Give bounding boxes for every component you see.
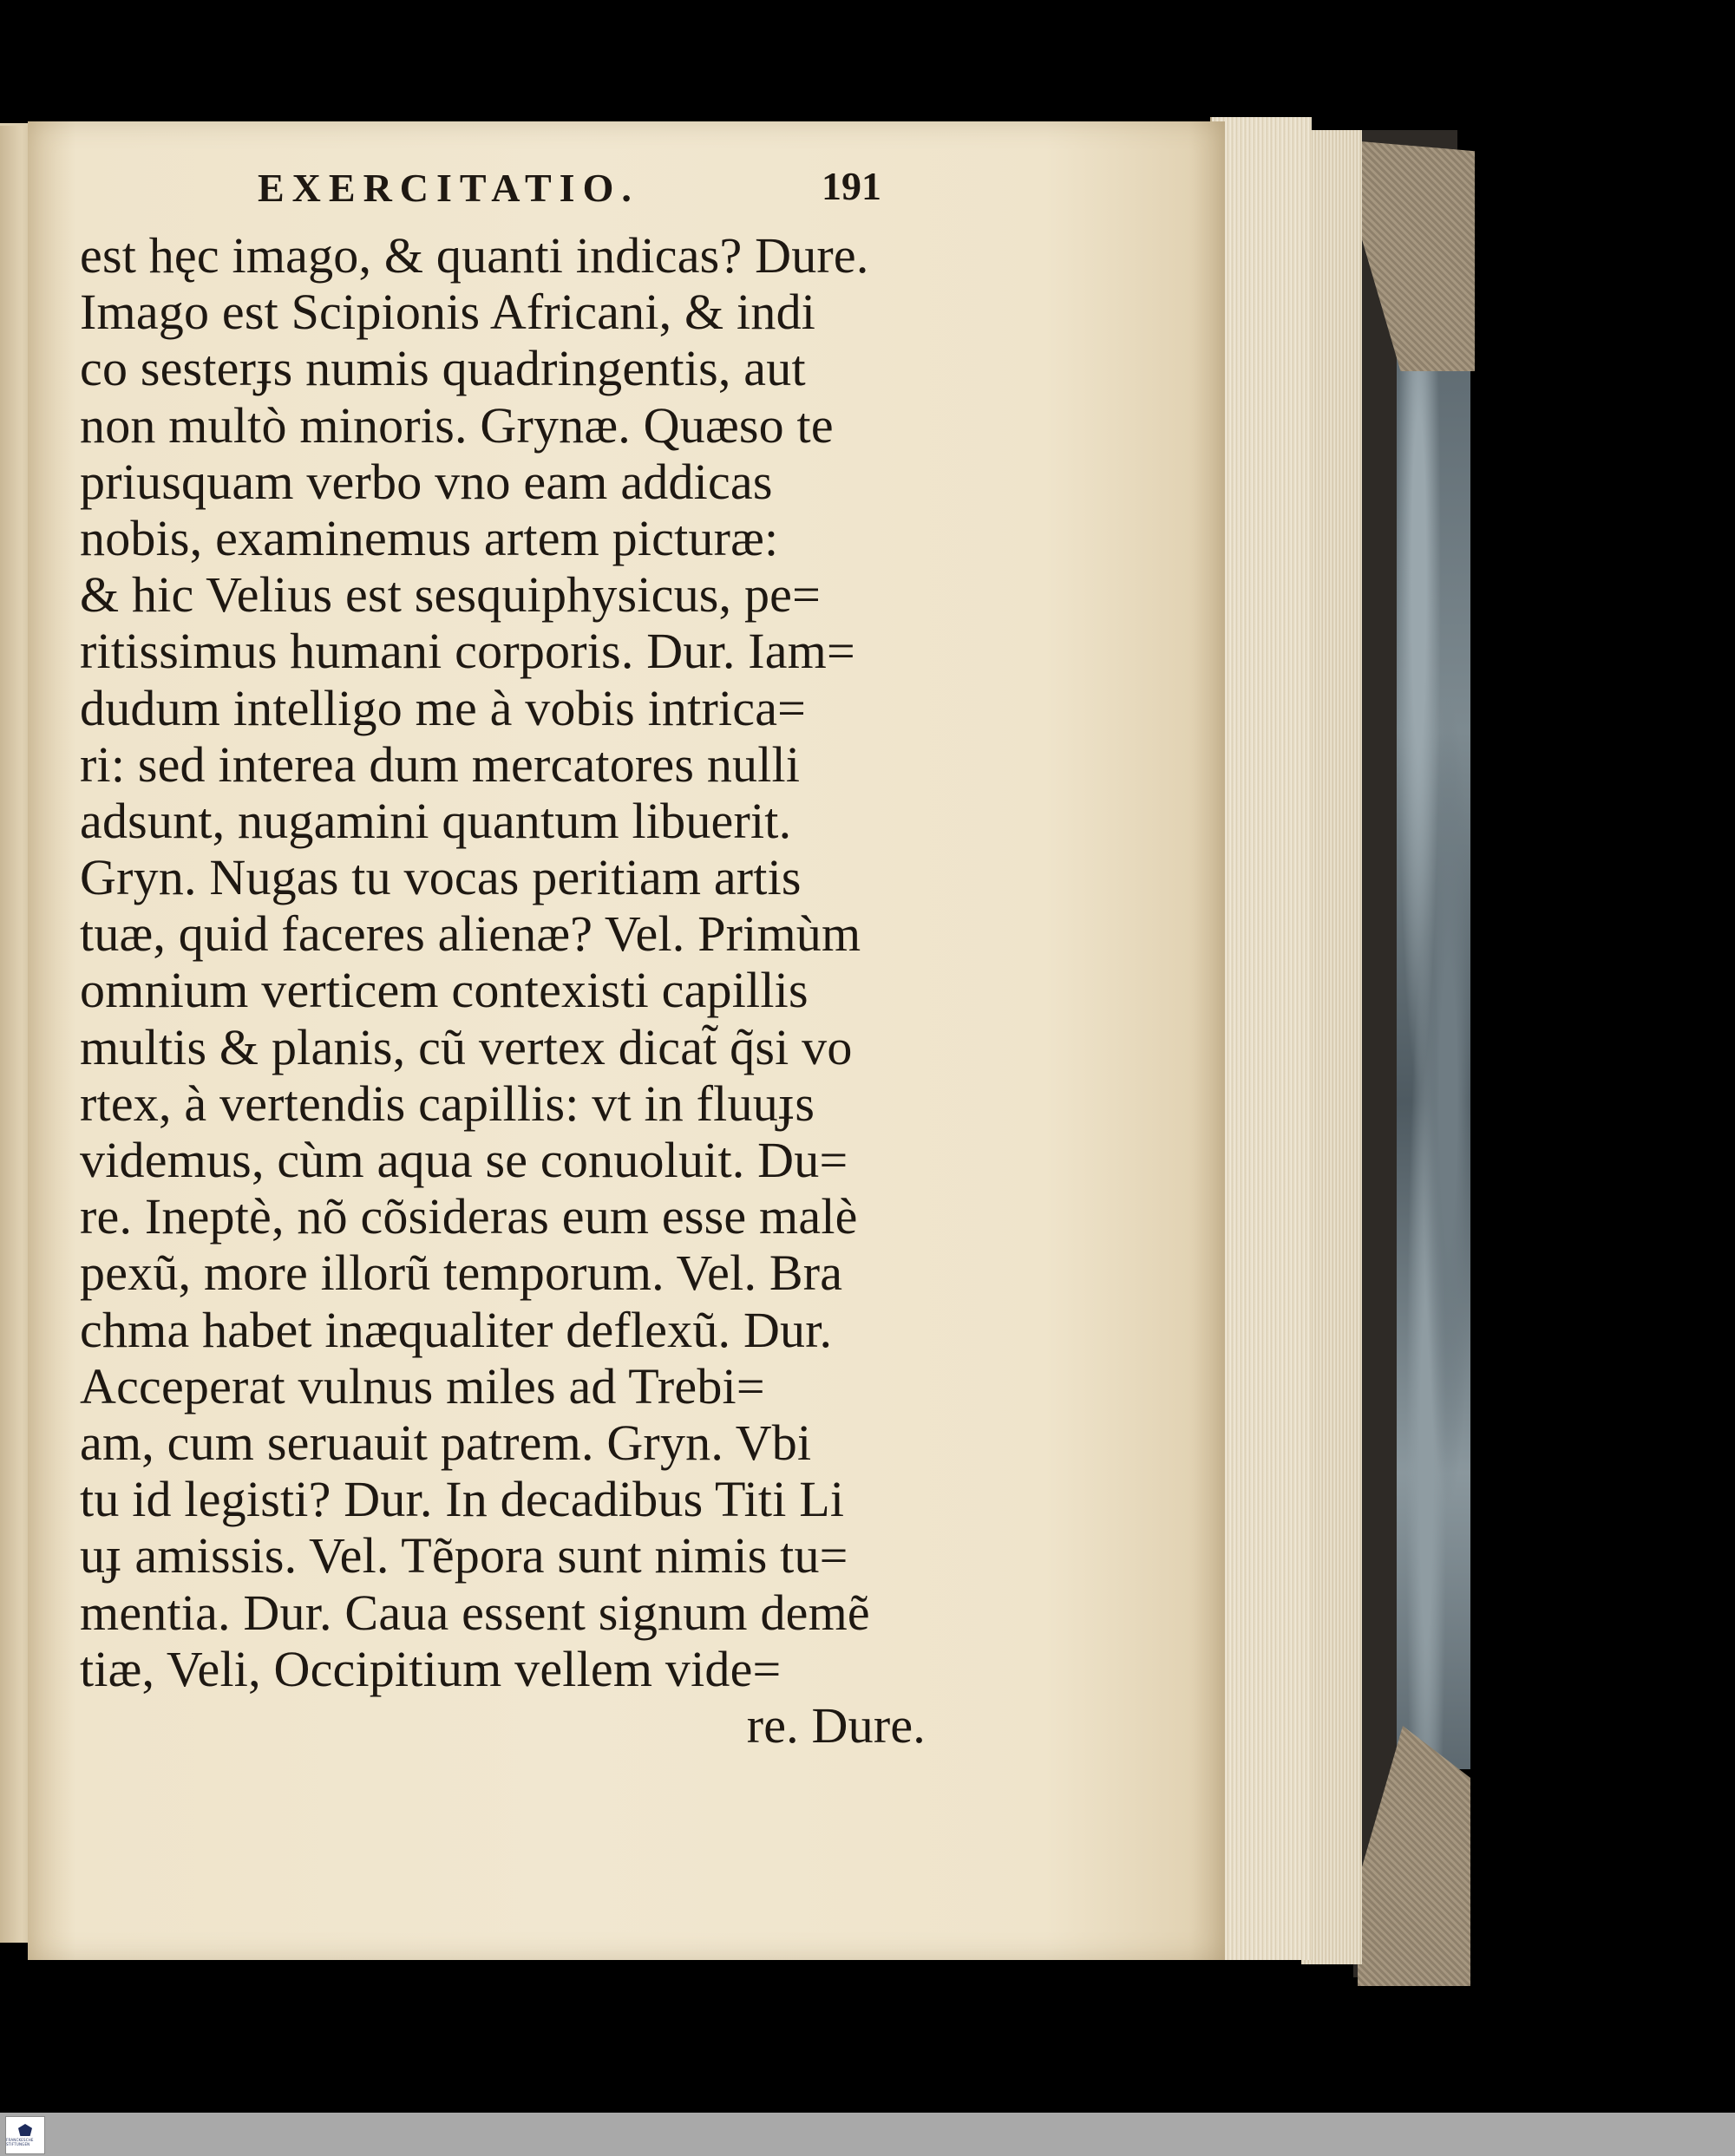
page-stack	[1210, 117, 1312, 1960]
text-line: co sesterɟs numis quadringentis, aut	[80, 340, 806, 397]
logo-label: FRANCKESCHE STIFTUNGEN	[6, 2138, 34, 2146]
text-line: ritissimus humani corporis. Dur. Iam=	[80, 623, 855, 680]
marbled-cover-board	[1397, 286, 1470, 1769]
text-line: priusquam verbo vno eam addicas	[80, 453, 773, 510]
text-line: re. Ineptè, nõ cõsideras eum esse malè	[80, 1188, 858, 1245]
text-line: chma habet inæqualiter deflexũ. Dur.	[80, 1301, 833, 1358]
text-line: uɟ amissis. Vel. Tẽpora sunt nimis tu=	[80, 1527, 848, 1584]
text-line: mentia. Dur. Caua essent signum demẽ	[80, 1584, 870, 1641]
page-number: 191	[822, 164, 881, 208]
text-line: Imago est Scipionis Africani, & indi	[80, 284, 816, 341]
text-line: dudum intelligo me à vobis intrica=	[80, 679, 807, 736]
page-text-block	[80, 165, 947, 1754]
text-line: & hic Velius est sesquiphysicus, pe=	[80, 566, 822, 624]
catchword-line: re. Dure.	[746, 1696, 926, 1754]
text-line: tu id legisti? Dur. In decadibus Titi Li	[80, 1471, 845, 1528]
library-crest-icon	[18, 2124, 32, 2136]
text-line: est hęc imago, & quanti indicas? Dure.	[80, 227, 869, 284]
viewer-footer-bar	[0, 2113, 1735, 2156]
text-line: rtex, à vertendis capillis: vt in fluuɟs	[80, 1075, 815, 1132]
text-line: videmus, cùm aqua se conuoluit. Du=	[80, 1132, 848, 1188]
text-line: nobis, examinemus artem picturæ:	[80, 509, 779, 566]
running-header	[80, 165, 947, 227]
text-line: ri: sed interea dum mercatores nulli	[80, 735, 801, 793]
text-line: pexũ, more illorũ temporum. Vel. Bra	[80, 1245, 843, 1302]
running-title: EXERCITATIO.	[258, 166, 639, 210]
text-line: tuæ, quid faceres alienæ? Vel. Primùm	[80, 905, 861, 963]
text-line: multis & planis, cũ vertex dicat̃ q̃si vo	[80, 1018, 853, 1075]
text-line: Acceperat vulnus miles ad Trebi=	[80, 1357, 765, 1414]
text-line: omnium verticem contexisti capillis	[80, 962, 809, 1019]
text-line: tiæ, Veli, Occipitium vellem vide=	[80, 1640, 782, 1697]
text-line: adsunt, nugamini quantum libuerit.	[80, 792, 792, 849]
text-line: non multò minoris. Grynæ. Quæso te	[80, 396, 834, 454]
text-line: Gryn. Nugas tu vocas peritiam artis	[80, 849, 802, 906]
library-logo[interactable]	[5, 2116, 45, 2154]
text-line: am, cum seruauit patrem. Gryn. Vbi	[80, 1414, 812, 1471]
